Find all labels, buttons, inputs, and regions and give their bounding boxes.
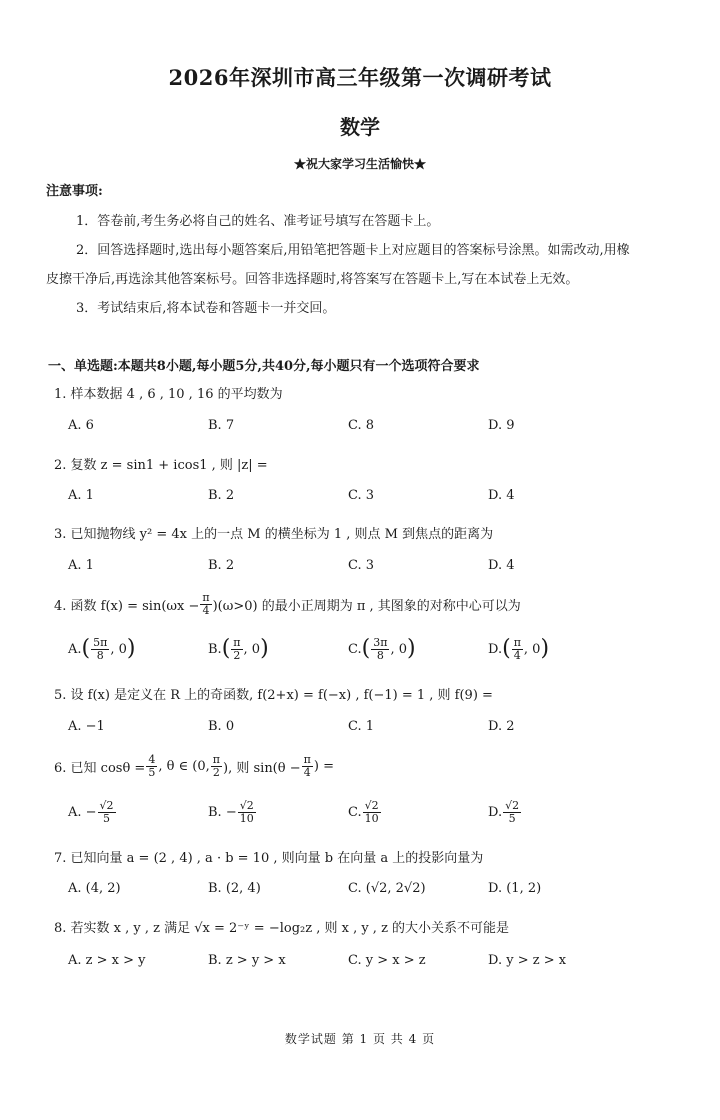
option-a: A. 6 — [68, 418, 94, 433]
note-item-1: 1．答卷前,考生务必将自己的姓名、准考证号填写在答题卡上。 — [76, 214, 440, 229]
question-6-stem-start: 6. 已知 cosθ = — [54, 760, 146, 776]
fraction-numerator: π — [202, 591, 210, 604]
question-4-stem-start: 4. 函数 f(x) = sin(ωx − — [54, 598, 200, 614]
question-4-options — [68, 637, 628, 661]
right-paren: ) — [407, 636, 416, 662]
fraction-numerator: π — [513, 636, 521, 649]
fraction-numerator: π — [303, 753, 311, 766]
option-label: C. — [348, 804, 362, 820]
question-6-stem-end: ) = — [313, 758, 334, 774]
question-2-stem: 2. 复数 z = sin1 + icos1 , 则 |z| = — [54, 458, 268, 473]
option-d: D. 4 — [488, 488, 515, 503]
option-d: D. 9 — [488, 418, 515, 433]
option-b: B. 7 — [208, 418, 235, 433]
right-paren: ) — [540, 636, 550, 662]
option-label: D. — [488, 641, 503, 657]
fraction-numerator: √2 — [99, 799, 114, 812]
option-c — [348, 637, 488, 661]
note-item-3: 3．考试结束后,将本试卷和答题卡一并交回。 — [76, 301, 336, 316]
right-paren: ) — [260, 636, 269, 662]
question-7-stem: 7. 已知向量 a = (2 , 4) , a · b = 10 , 则向量 b 在向量 a 上的投影向量为 — [54, 851, 484, 866]
option-b: B. 0 — [208, 719, 235, 734]
fraction — [211, 754, 222, 778]
option-label: A. − — [68, 804, 97, 820]
question-8-options — [68, 953, 628, 968]
option-c: C. 1 — [348, 719, 375, 734]
slogan: ★祝大家学习生活愉快★ — [293, 157, 426, 171]
left-paren: ( — [502, 636, 511, 662]
question-5-stem: 5. 设 f(x) 是定义在 R 上的奇函数, f(2+x) = f(−x) , f(−1) = 1 , 则 f(9) = — [54, 688, 493, 703]
option-a: A. 1 — [68, 488, 94, 503]
fraction-denominator: 2 — [233, 648, 241, 662]
option-d: D. (1, 2) — [488, 881, 542, 896]
option-d: D. 2 — [488, 719, 515, 734]
option-a: A. 1 — [68, 558, 94, 573]
option-tail: , 0 — [110, 641, 127, 657]
question-6-stem-mid: , θ ∈ (0, — [158, 758, 210, 774]
option-c: C. 3 — [348, 558, 375, 573]
fraction-denominator: 5 — [508, 811, 516, 825]
right-paren: ) — [126, 636, 136, 662]
fraction-denominator: 4 — [303, 765, 311, 779]
fraction-denominator: 4 — [513, 648, 521, 662]
option-tail: , 0 — [390, 641, 407, 657]
option-tail: , 0 — [523, 641, 541, 657]
option-d: D. y > z > x — [488, 953, 567, 968]
page-footer: 数学试题 第 1 页 共 4 页 — [284, 1032, 436, 1046]
option-b: B. 2 — [208, 488, 235, 503]
fraction-numerator: 5π — [93, 636, 108, 649]
option-label: C. — [348, 641, 362, 657]
question-3-options — [68, 558, 628, 573]
option-label: D. — [488, 804, 503, 820]
left-paren: ( — [81, 636, 91, 662]
fraction-numerator: √2 — [239, 799, 254, 812]
fraction-denominator: 8 — [376, 648, 384, 662]
exam-title: 2026年深圳市高三年级第一次调研考试 — [168, 65, 552, 90]
fraction-denominator: 10 — [239, 811, 254, 825]
fraction — [512, 637, 523, 661]
question-4-stem — [54, 592, 521, 616]
option-a — [68, 800, 208, 824]
option-tail: , 0 — [243, 641, 261, 657]
option-label: B. — [208, 641, 222, 657]
question-6-options — [68, 800, 628, 824]
fraction-numerator: π — [212, 753, 221, 766]
option-b: B. z > y > x — [208, 953, 286, 968]
fraction — [146, 754, 157, 778]
fraction — [371, 637, 389, 661]
option-b: B. 2 — [208, 558, 235, 573]
question-4-stem-end: )(ω>0) 的最小正周期为 π , 其图象的对称中心可以为 — [212, 598, 521, 614]
fraction — [363, 800, 381, 824]
fraction — [503, 800, 521, 824]
option-c: C. 8 — [348, 418, 375, 433]
note-item-2-cont: 皮擦干净后,再选涂其他答案标号。回答非选择题时,将答案写在答题卡上,写在本试卷上无效。 — [46, 272, 579, 287]
question-8-stem: 8. 若实数 x , y , z 满足 √x = 2⁻ʸ = −log₂z , 则 x , y , z 的大小关系不可能是 — [54, 921, 510, 936]
left-paren: ( — [361, 636, 371, 662]
fraction-numerator: π — [233, 636, 241, 649]
option-a: A. (4, 2) — [68, 881, 121, 896]
subject-title: 数学 — [340, 115, 380, 139]
question-6-stem-mid2: ), 则 sin(θ − — [223, 760, 301, 776]
option-c: C. y > x > z — [348, 953, 426, 968]
option-c — [348, 800, 488, 824]
option-a — [68, 637, 208, 661]
question-7-options — [68, 881, 628, 896]
question-1-stem: 1. 样本数据 4 , 6 , 10 , 16 的平均数为 — [54, 387, 283, 402]
option-b: B. (2, 4) — [208, 881, 261, 896]
option-b — [208, 637, 348, 661]
option-d: D. 4 — [488, 558, 515, 573]
option-c: C. (√2, 2√2) — [348, 881, 426, 896]
option-label: B. − — [208, 804, 237, 820]
question-6-stem — [54, 754, 334, 778]
fraction-denominator: 5 — [103, 811, 111, 825]
left-paren: ( — [221, 636, 231, 662]
option-d — [488, 637, 628, 661]
fraction — [98, 800, 116, 824]
fraction-numerator: √2 — [505, 799, 520, 812]
option-label: A. — [68, 641, 82, 657]
question-3-stem: 3. 已知抛物线 y² = 4x 上的一点 M 的横坐标为 1 , 则点 M 到焦点的距离为 — [54, 527, 494, 542]
fraction-numerator: 4 — [148, 753, 156, 766]
fraction-denominator: 2 — [212, 765, 220, 779]
fraction-denominator: 4 — [202, 603, 210, 617]
option-a: A. −1 — [68, 719, 105, 734]
option-d — [488, 800, 628, 824]
question-1-options — [68, 418, 628, 433]
note-item-2: 2．回答选择题时,选出每小题答案后,用铅笔把答题卡上对应题目的答案标号涂黑。如需改动,用橡 — [76, 243, 630, 258]
question-2-options — [68, 488, 628, 503]
fraction — [91, 637, 109, 661]
fraction-denominator: 8 — [96, 648, 104, 662]
question-5-options — [68, 719, 628, 734]
fraction-numerator: √2 — [364, 799, 379, 812]
fraction — [231, 637, 242, 661]
fraction — [302, 754, 313, 778]
fraction-denominator: 10 — [364, 811, 379, 825]
fraction-denominator: 5 — [148, 765, 156, 779]
notes-heading: 注意事项: — [46, 184, 103, 199]
fraction — [200, 592, 211, 616]
option-b — [208, 800, 348, 824]
section-heading: 一、单选题:本题共8小题,每小题5分,共40分,每小题只有一个选项符合要求 — [48, 359, 480, 374]
option-a: A. z > x > y — [68, 953, 146, 968]
fraction-numerator: 3π — [373, 636, 388, 649]
option-c: C. 3 — [348, 488, 375, 503]
fraction — [238, 800, 256, 824]
